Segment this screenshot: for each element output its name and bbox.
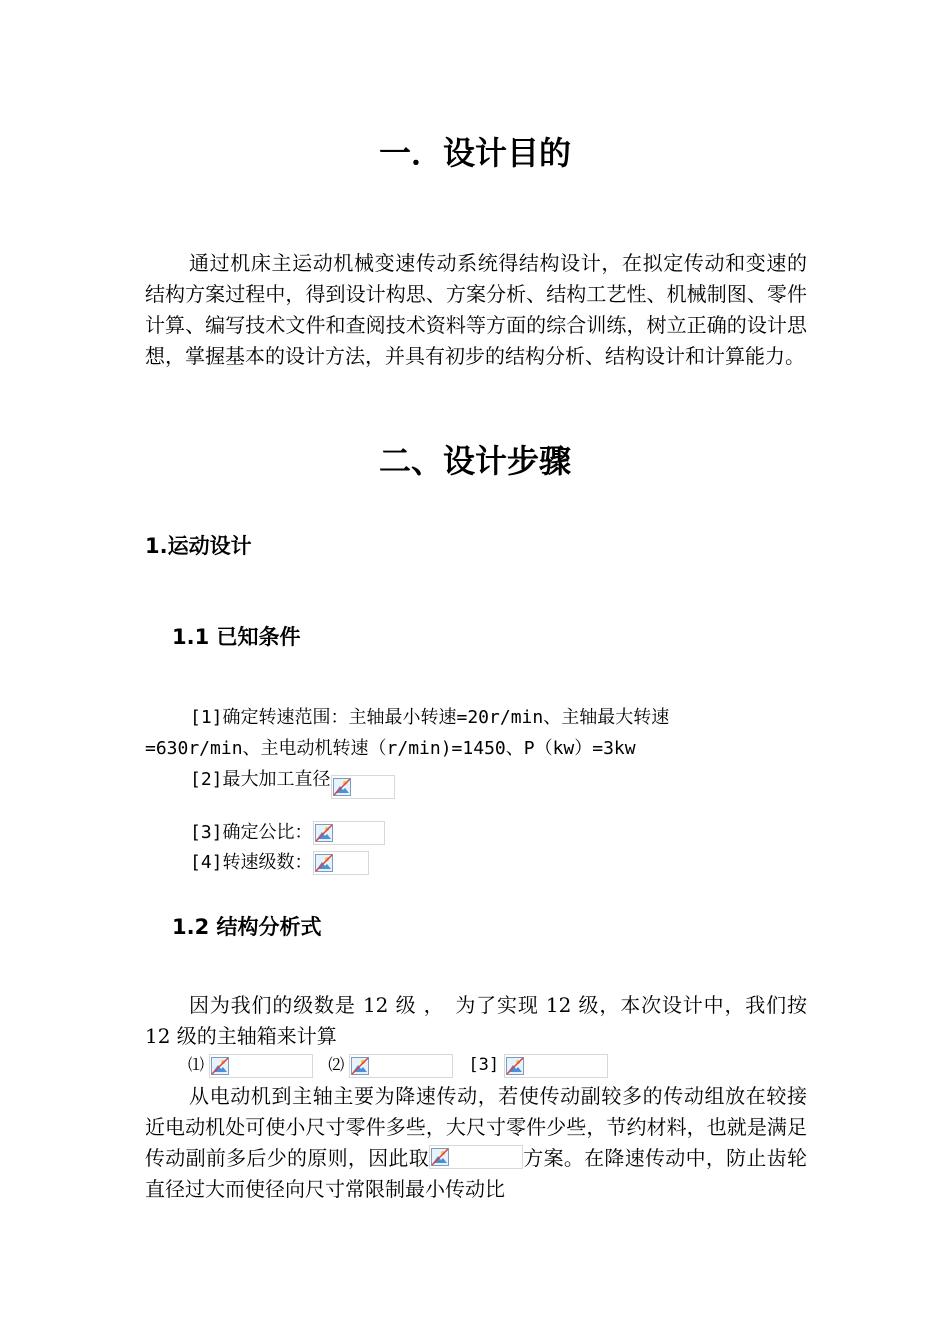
formula-image-placeholder [209, 1054, 313, 1078]
section-title-steps: 二、设计步骤 [378, 442, 571, 480]
broken-image-icon [351, 1057, 369, 1075]
formula-image-placeholder [331, 775, 395, 799]
broken-image-icon [333, 778, 351, 796]
condition-ratio [190, 818, 385, 845]
purpose-paragraph: 通过机床主运动机械变速传动系统得结构设计，在拟定传动和变速的结构方案过程中，得到设计构思、方案分析、结构工艺性、机械制图、零件计算、编写技术文件和查阅技术资料等方面的综合训练，树立正确的设计思想，掌握基本的设计方法，并具有初步的结构分析、结构设计和计算能力。 [145, 251, 807, 368]
condition-ratio-label: [3]确定公比： [190, 822, 313, 843]
broken-image-icon [211, 1057, 229, 1075]
broken-image-icon [506, 1057, 524, 1075]
heading-motion-design: 1.运动设计 [145, 534, 252, 558]
broken-image-icon [431, 1148, 449, 1166]
option-label-3: [3] [468, 1055, 500, 1075]
condition-speed-range-line1: [1]确定转速范围：主轴最小转速=20r/min、主轴最大转速 [190, 707, 670, 728]
reduction-paragraph [145, 1081, 807, 1205]
condition-speed-steps-label: [4]转速级数： [190, 852, 313, 873]
condition-speed-range-line2: =630r/min、主电动机转速（r/min)=1450、P（kw）=3kw [145, 738, 636, 759]
condition-max-diameter-label: [2]最大加工直径 [190, 769, 331, 790]
formula-image-placeholder [504, 1054, 608, 1078]
formula-image-placeholder [313, 851, 369, 875]
condition-speed-steps [190, 848, 369, 875]
broken-image-icon [315, 824, 333, 842]
heading-known-conditions: 1.1 已知条件 [172, 625, 301, 649]
option-label-1: ⑴ [188, 1055, 205, 1074]
heading-structure-formula: 1.2 结构分析式 [172, 915, 322, 939]
broken-image-icon [315, 854, 333, 872]
formula-image-placeholder [429, 1145, 523, 1169]
formula-image-placeholder [349, 1054, 453, 1078]
structure-options [188, 1052, 608, 1078]
option-label-2: ⑵ [328, 1055, 345, 1074]
reduction-paragraph-part1: 从电动机到主轴主要为降速传动，若使传动副较多的传动组放在较接近电动机处可使小尺寸零件多些，大尺寸零件少些，节约材料，也就是满足传动副前多后少的原则，因此取 [145, 1084, 807, 1170]
section-title-purpose: 一．设计目的 [378, 134, 571, 172]
reduction-paragraph-part2: 方案。在降速传动中，防止齿轮直径过大而使径向尺寸常限制最小传动比 [145, 1146, 807, 1201]
formula-image-placeholder [313, 821, 385, 845]
structure-paragraph: 因为我们的级数是 12 级 ， 为了实现 12 级，本次设计中，我们按 12 级的主轴箱来计算 [145, 993, 807, 1048]
condition-max-diameter [190, 765, 395, 799]
